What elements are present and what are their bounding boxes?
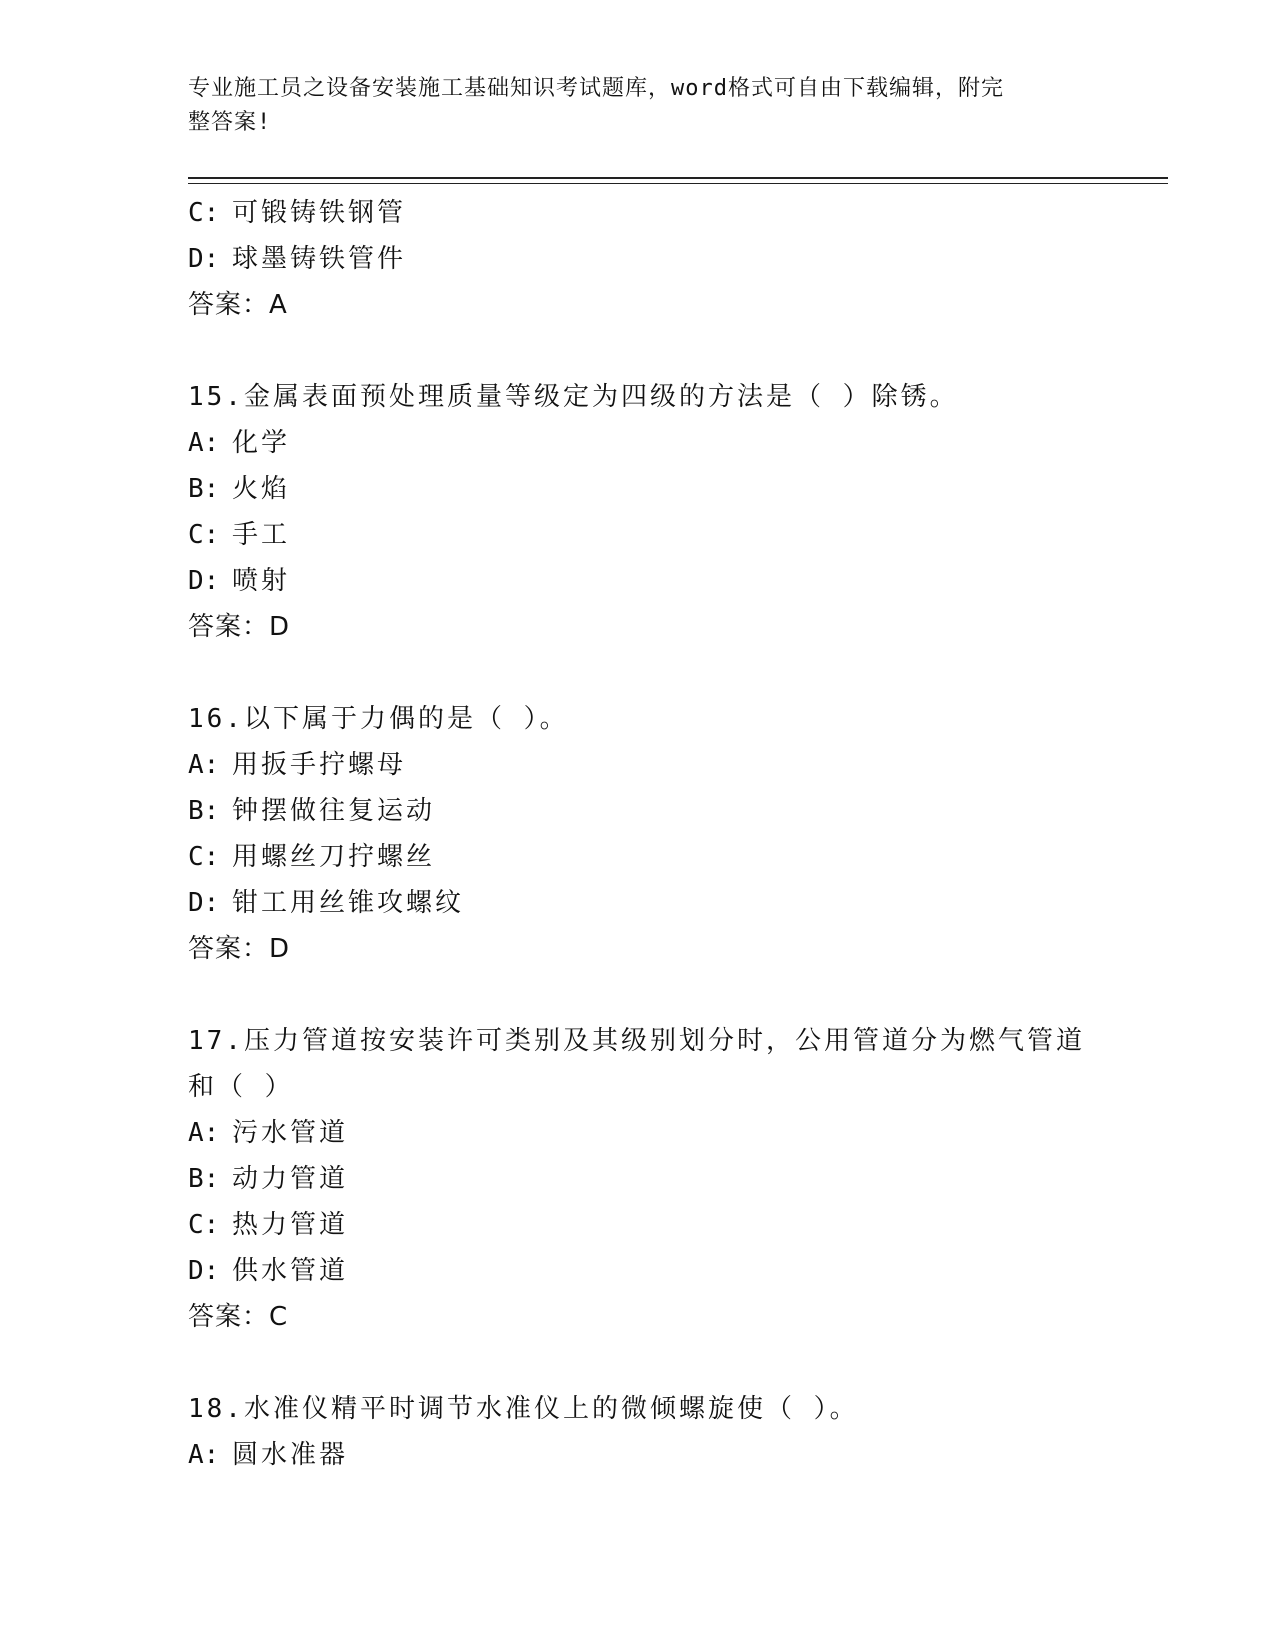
option-b: B: 动力管道 <box>188 1164 349 1194</box>
question-17 <box>188 1018 1148 1340</box>
question-stem-continued: 和（ ） <box>188 1072 294 1102</box>
option-d: D: 球墨铸铁管件 <box>188 244 407 274</box>
question-18 <box>188 1386 1148 1478</box>
option-a: A: 污水管道 <box>188 1118 349 1148</box>
answer-line: 答案：A <box>188 290 288 320</box>
header-divider-thin <box>188 183 1168 184</box>
question-stem: 17.压力管道按安装许可类别及其级别划分时，公用管道分为燃气管道 <box>188 1026 1085 1056</box>
question-stem: 18.水准仪精平时调节水准仪上的微倾螺旋使（ ）。 <box>188 1394 859 1424</box>
option-d: D: 钳工用丝锥攻螺纹 <box>188 888 465 918</box>
question-stem: 15.金属表面预处理质量等级定为四级的方法是（ ）除锈。 <box>188 382 959 412</box>
question-stem: 16.以下属于力偶的是（ ）。 <box>188 704 569 734</box>
spacer <box>188 328 1148 374</box>
question-list <box>188 190 1148 1478</box>
question-15 <box>188 374 1148 650</box>
option-d: D: 喷射 <box>188 566 291 596</box>
answer-line: 答案：D <box>188 612 291 642</box>
option-c: C: 热力管道 <box>188 1210 349 1240</box>
option-a: A: 用扳手拧螺母 <box>188 750 407 780</box>
option-a: A: 化学 <box>188 428 291 458</box>
option-c: C: 用螺丝刀拧螺丝 <box>188 842 436 872</box>
spacer <box>188 1340 1148 1386</box>
question-16 <box>188 696 1148 972</box>
answer-line: 答案：C <box>188 1302 289 1332</box>
header-line-2: 整答案! <box>188 110 272 135</box>
spacer <box>188 972 1148 1018</box>
header-divider-thick <box>188 177 1168 179</box>
option-a: A: 圆水准器 <box>188 1440 349 1470</box>
option-c: C: 可锻铸铁钢管 <box>188 198 407 228</box>
header-line-1: 专业施工员之设备安装施工基础知识考试题库，word格式可自由下载编辑，附完 <box>188 76 1004 101</box>
option-d: D: 供水管道 <box>188 1256 349 1286</box>
answer-line: 答案：D <box>188 934 291 964</box>
option-c: C: 手工 <box>188 520 291 550</box>
option-b: B: 钟摆做往复运动 <box>188 796 436 826</box>
document-header <box>188 72 1088 140</box>
spacer <box>188 650 1148 696</box>
option-b: B: 火焰 <box>188 474 291 504</box>
